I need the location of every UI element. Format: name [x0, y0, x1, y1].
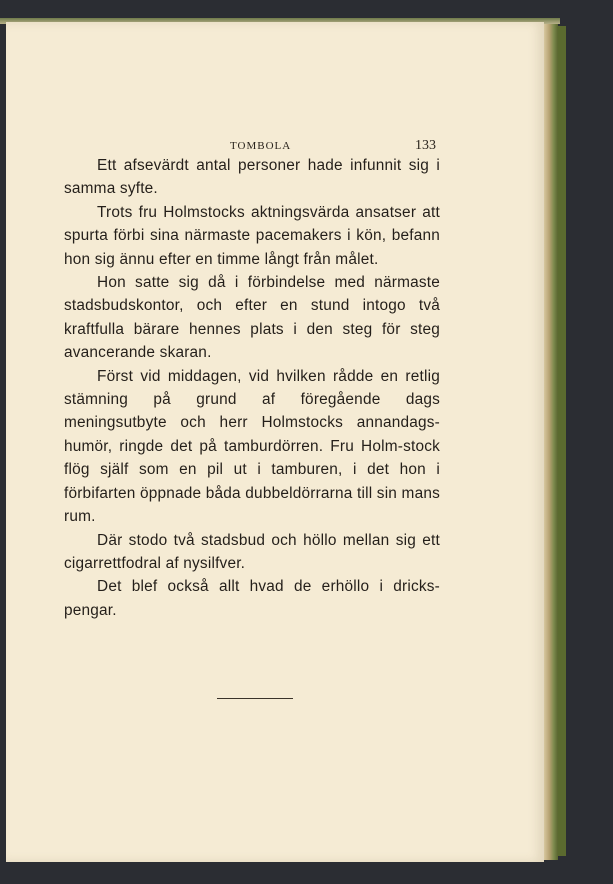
- page-edge: [544, 24, 558, 860]
- paragraph: Ett afsevärdt antal personer hade infunnit sig i samma syfte.: [64, 157, 440, 198]
- running-head: TOMBOLA: [230, 140, 292, 152]
- paragraph: Först vid middagen, vid hvilken rådde en retlig stämning på grund af föregående dags meningsutbyte och herr Holmstocks annandags-humör, ringde det på tamburdörren. Fru Holm-stock flög själf som en pil ut i tamburen, i det hon i förbifarten öppnade båda dubbeldörrarna till sin mans rum.: [64, 367, 440, 526]
- paragraph: Där stodo två stadsbud och höllo mellan sig ett cigarrettfodral af nysilfver.: [64, 531, 440, 572]
- page-number: 133: [415, 138, 436, 153]
- body-text: [64, 154, 440, 622]
- paragraph: Hon satte sig då i förbindelse med närmaste stadsbudskontor, och efter en stund intogo två kraftfulla bärare hennes plats i den steg för steg avancerande skaran.: [64, 274, 440, 362]
- paragraph: Trots fru Holmstocks aktningsvärda ansatser att spurta förbi sina närmaste pacemakers i kön, befann hon sig ännu efter en timme långt från målet.: [64, 203, 440, 268]
- section-end-rule: [217, 698, 293, 699]
- paragraph: Det blef också allt hvad de erhöllo i dricks-pengar.: [64, 578, 440, 619]
- cover-edge: [558, 26, 566, 856]
